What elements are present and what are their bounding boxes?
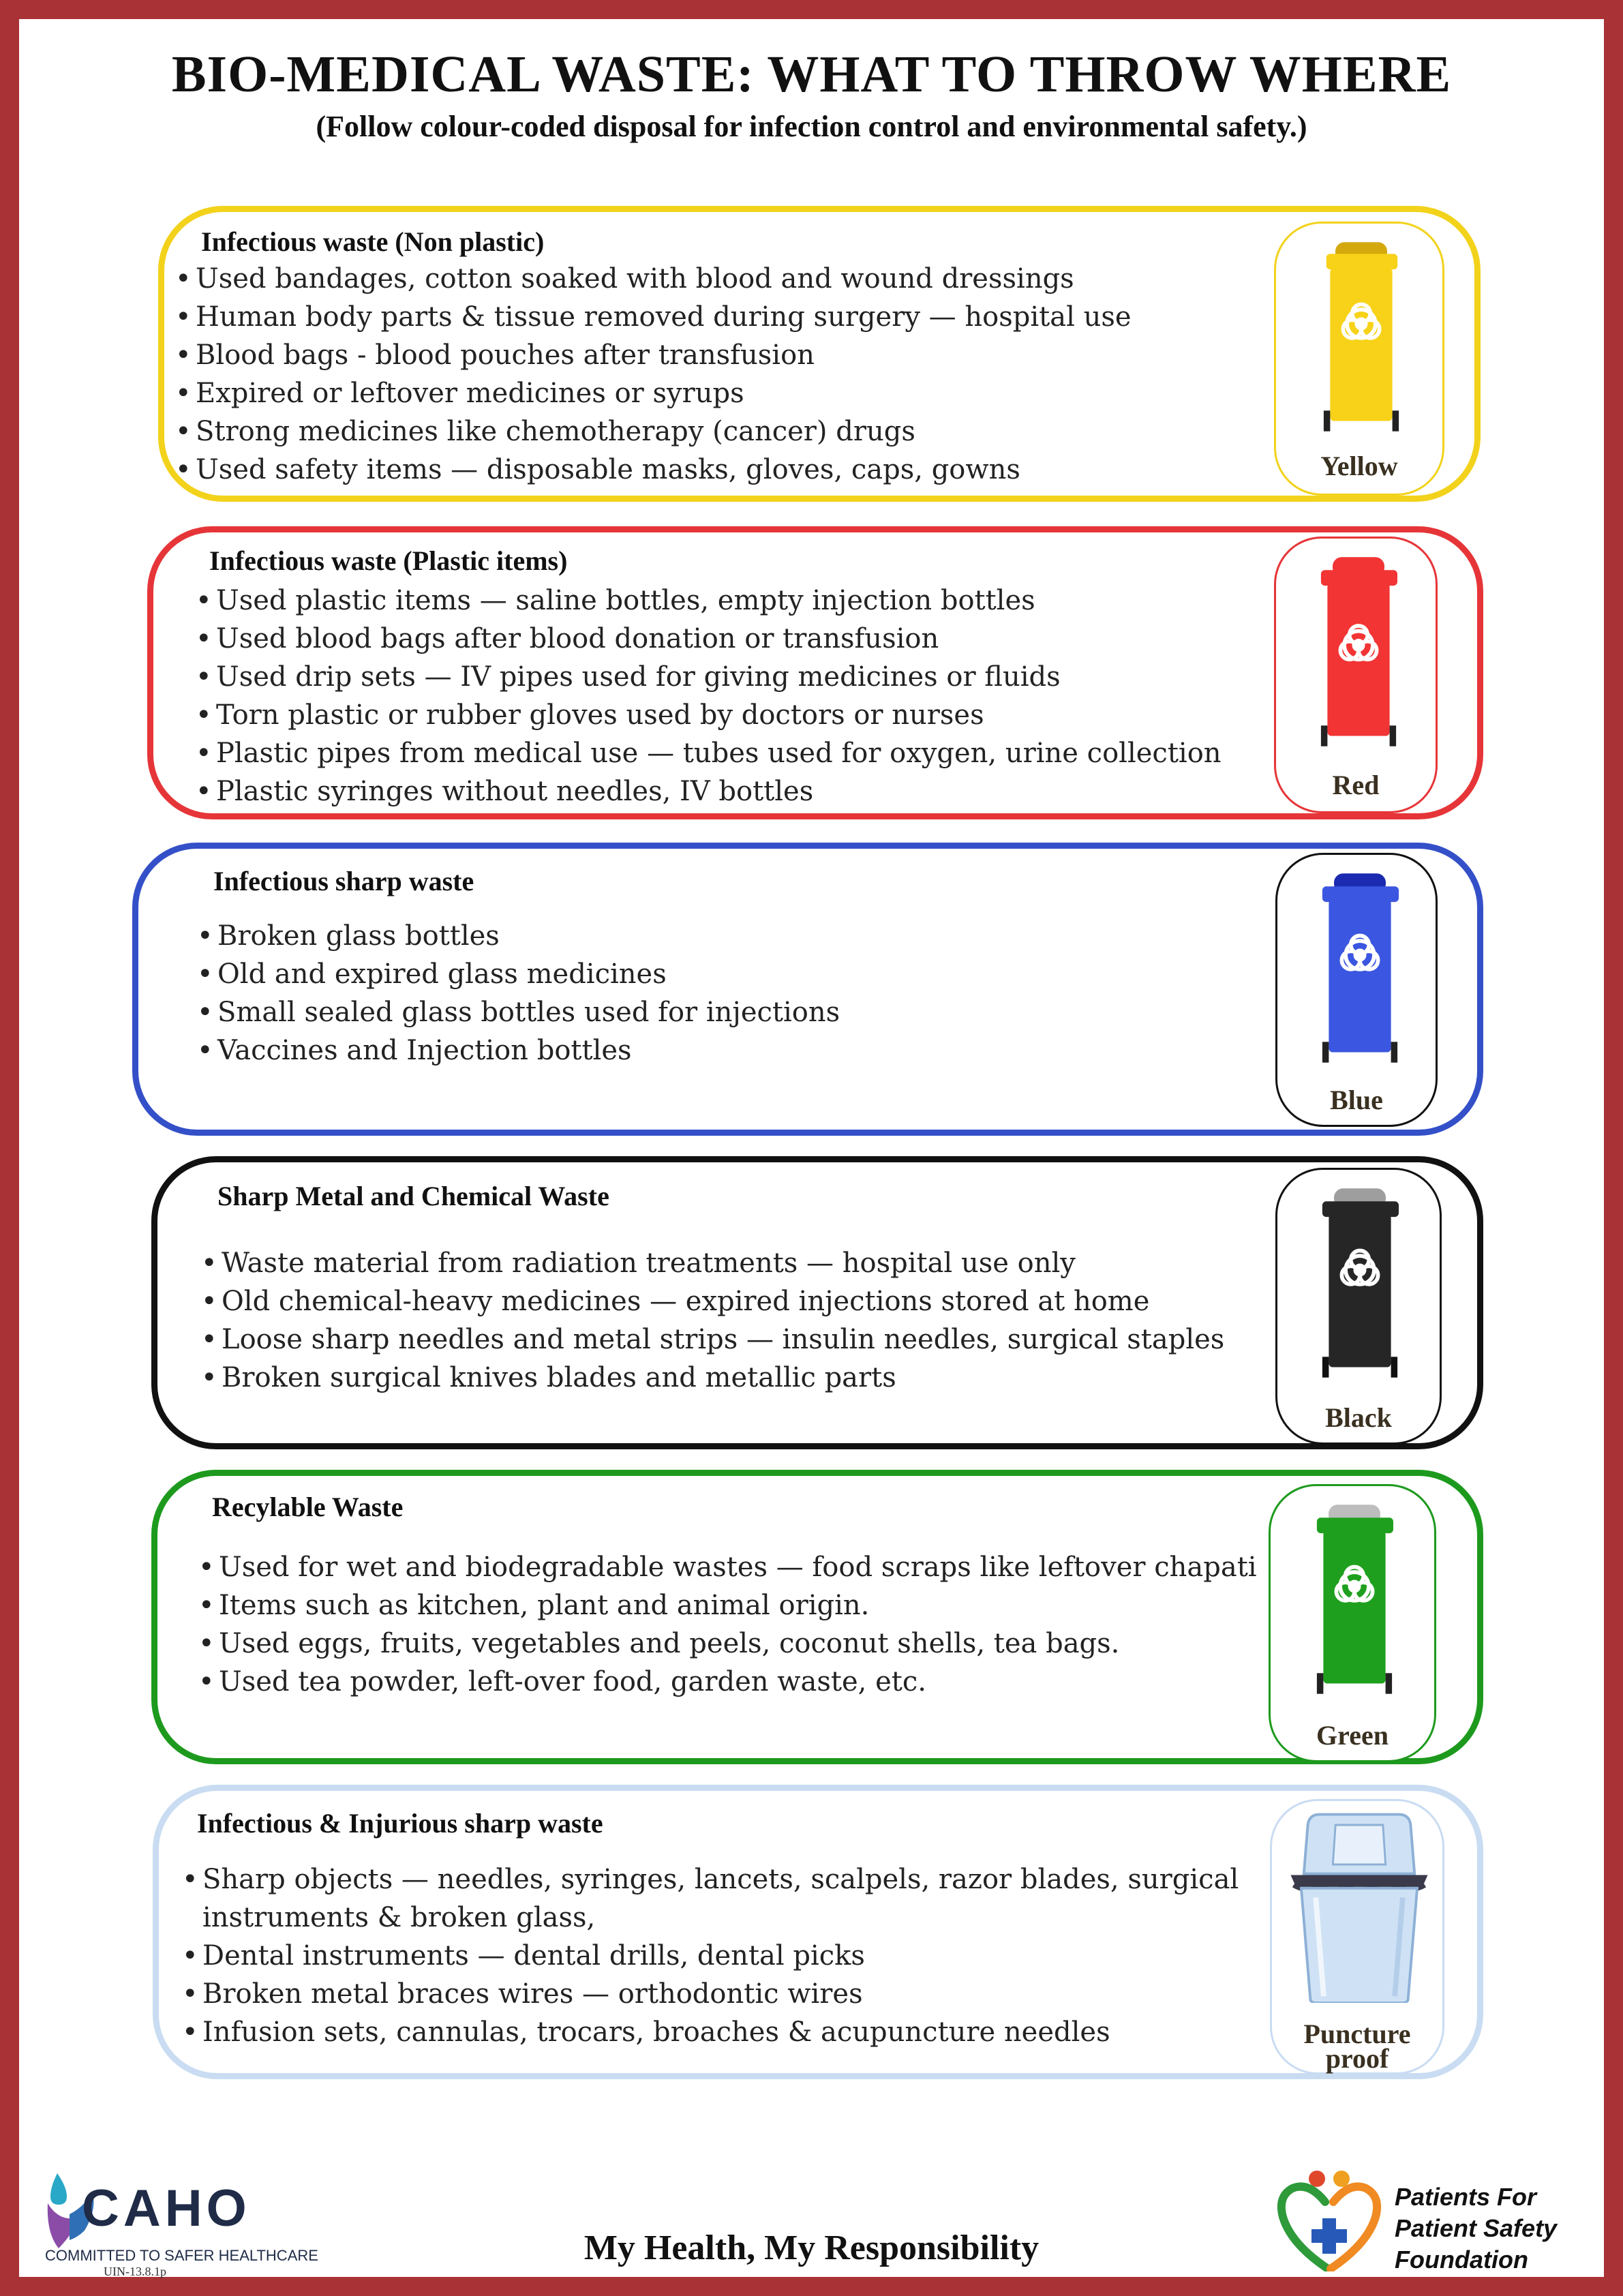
yellow-bin-icon: [1296, 235, 1426, 439]
list-item: • Human body parts & tissue removed during surgery — hospital use: [175, 298, 1132, 336]
list-item: • Strong medicines like chemotherapy (cancer) drugs: [175, 412, 1132, 451]
document-code: UIN-13.8.1p: [104, 2265, 166, 2278]
section-heading: Infectious waste (Non plastic): [201, 226, 545, 257]
section-item-list: [196, 581, 1222, 811]
section-heading: Sharp Metal and Chemical Waste: [217, 1181, 609, 1211]
section-item-list: [197, 917, 840, 1070]
list-item: • Infusion sets, cannulas, trocars, broaches & acupuncture needles: [182, 2013, 1245, 2051]
caho-tagline: COMMITTED TO SAFER HEALTHCARE: [45, 2247, 318, 2264]
list-item: • Old chemical-heavy medicines — expired injections stored at home: [201, 1282, 1224, 1320]
section-card-yellow: [158, 206, 1481, 502]
list-item: • Used plastic items — saline bottles, empty injection bottles: [196, 581, 1222, 620]
list-item: • Broken metal braces wires — orthodontic wires: [182, 1975, 1245, 2013]
black-bin-icon: [1295, 1181, 1425, 1385]
list-item: • Used tea powder, left-over food, garden waste, etc.: [198, 1663, 1257, 1701]
bin-label: Puncture proof: [1303, 2019, 1411, 2074]
page-title: BIO-MEDICAL WASTE: WHAT TO THROW WHERE: [171, 46, 1452, 103]
section-card-green: [151, 1470, 1483, 1764]
section-card-red: [147, 526, 1483, 819]
bin-box-blue: [1275, 853, 1438, 1127]
page-subtitle: (Follow colour-coded disposal for infection control and environmental safety.): [316, 110, 1307, 143]
list-item: • Used drip sets — IV pipes used for giving medicines or fluids: [196, 658, 1222, 696]
bin-label: Green: [1316, 1720, 1389, 1751]
bin-box-yellow: [1274, 222, 1444, 496]
section-heading: Infectious & Injurious sharp waste: [197, 1808, 603, 1839]
red-bin-icon: [1294, 549, 1423, 754]
section-item-list: [182, 1860, 1245, 2051]
section-item-list: [201, 1244, 1224, 1397]
section-heading: Recylable Waste: [212, 1492, 404, 1522]
list-item: • Loose sharp needles and metal strips — insulin needles, surgical staples: [201, 1320, 1224, 1359]
bin-label: Blue: [1330, 1085, 1383, 1115]
list-item: • Small sealed glass bottles used for injections: [197, 993, 840, 1031]
ppsf-line: Patients For: [1395, 2183, 1537, 2211]
bin-label: Black: [1325, 1402, 1392, 1433]
list-item: • Plastic pipes from medical use — tubes used for oxygen, urine collection: [196, 734, 1222, 772]
list-item: • Blood bags - blood pouches after transfusion: [175, 336, 1132, 374]
green-bin-icon: [1290, 1497, 1419, 1702]
ppsf-line: Patient Safety: [1395, 2214, 1558, 2242]
blue-bin-icon: [1295, 866, 1425, 1070]
list-item: • Torn plastic or rubber gloves used by doctors or nurses: [196, 696, 1222, 734]
bin-box-red: [1274, 537, 1438, 813]
footer-tagline: My Health, My Responsibility: [583, 2229, 1040, 2267]
list-item: • Used bandages, cotton soaked with blood and wound dressings: [175, 260, 1132, 298]
list-item: • Waste material from radiation treatments — hospital use only: [201, 1244, 1224, 1282]
list-item: • Items such as kitchen, plant and animal origin.: [198, 1586, 1257, 1625]
ppsf-logo-icon: [1275, 2169, 1384, 2271]
list-item: • Old and expired glass medicines: [197, 955, 840, 993]
list-item: • Dental instruments — dental drills, dental picks: [182, 1937, 1245, 1975]
list-item: • Sharp objects — needles, syringes, lancets, scalpels, razor blades, surgical instruments & broken glass,: [182, 1860, 1245, 1937]
bin-box-black: [1275, 1168, 1442, 1445]
list-item: • Plastic syringes without needles, IV bottles: [196, 772, 1222, 811]
puncture-proof-bin-icon: [1272, 1805, 1446, 2003]
section-heading: Infectious sharp waste: [213, 866, 474, 896]
ppsf-wordmark: [1395, 2181, 1557, 2276]
list-item: • Used safety items — disposable masks, gloves, caps, gowns: [175, 451, 1132, 489]
section-card-blue: [132, 843, 1483, 1136]
list-item: • Broken surgical knives blades and metallic parts: [201, 1359, 1224, 1397]
caho-wordmark: CAHO: [82, 2179, 251, 2237]
section-card-black: [151, 1156, 1483, 1449]
list-item: • Vaccines and Injection bottles: [197, 1031, 840, 1070]
bin-box-puncture-proof: [1270, 1799, 1444, 2074]
list-item: • Used blood bags after blood donation or transfusion: [196, 620, 1222, 658]
section-card-puncture-proof: [153, 1785, 1483, 2079]
bin-label: Yellow: [1320, 451, 1398, 481]
bin-label: Red: [1332, 770, 1380, 800]
list-item: • Used for wet and biodegradable wastes — food scraps like leftover chapati: [198, 1548, 1257, 1586]
section-item-list: [175, 260, 1132, 489]
ppsf-line: Foundation: [1395, 2246, 1528, 2274]
list-item: • Expired or leftover medicines or syrups: [175, 374, 1132, 412]
list-item: • Broken glass bottles: [197, 917, 840, 955]
bin-box-green: [1269, 1484, 1436, 1762]
section-heading: Infectious waste (Plastic items): [209, 545, 568, 576]
list-item: • Used eggs, fruits, vegetables and peels, coconut shells, tea bags.: [198, 1625, 1257, 1663]
section-item-list: [198, 1548, 1257, 1701]
